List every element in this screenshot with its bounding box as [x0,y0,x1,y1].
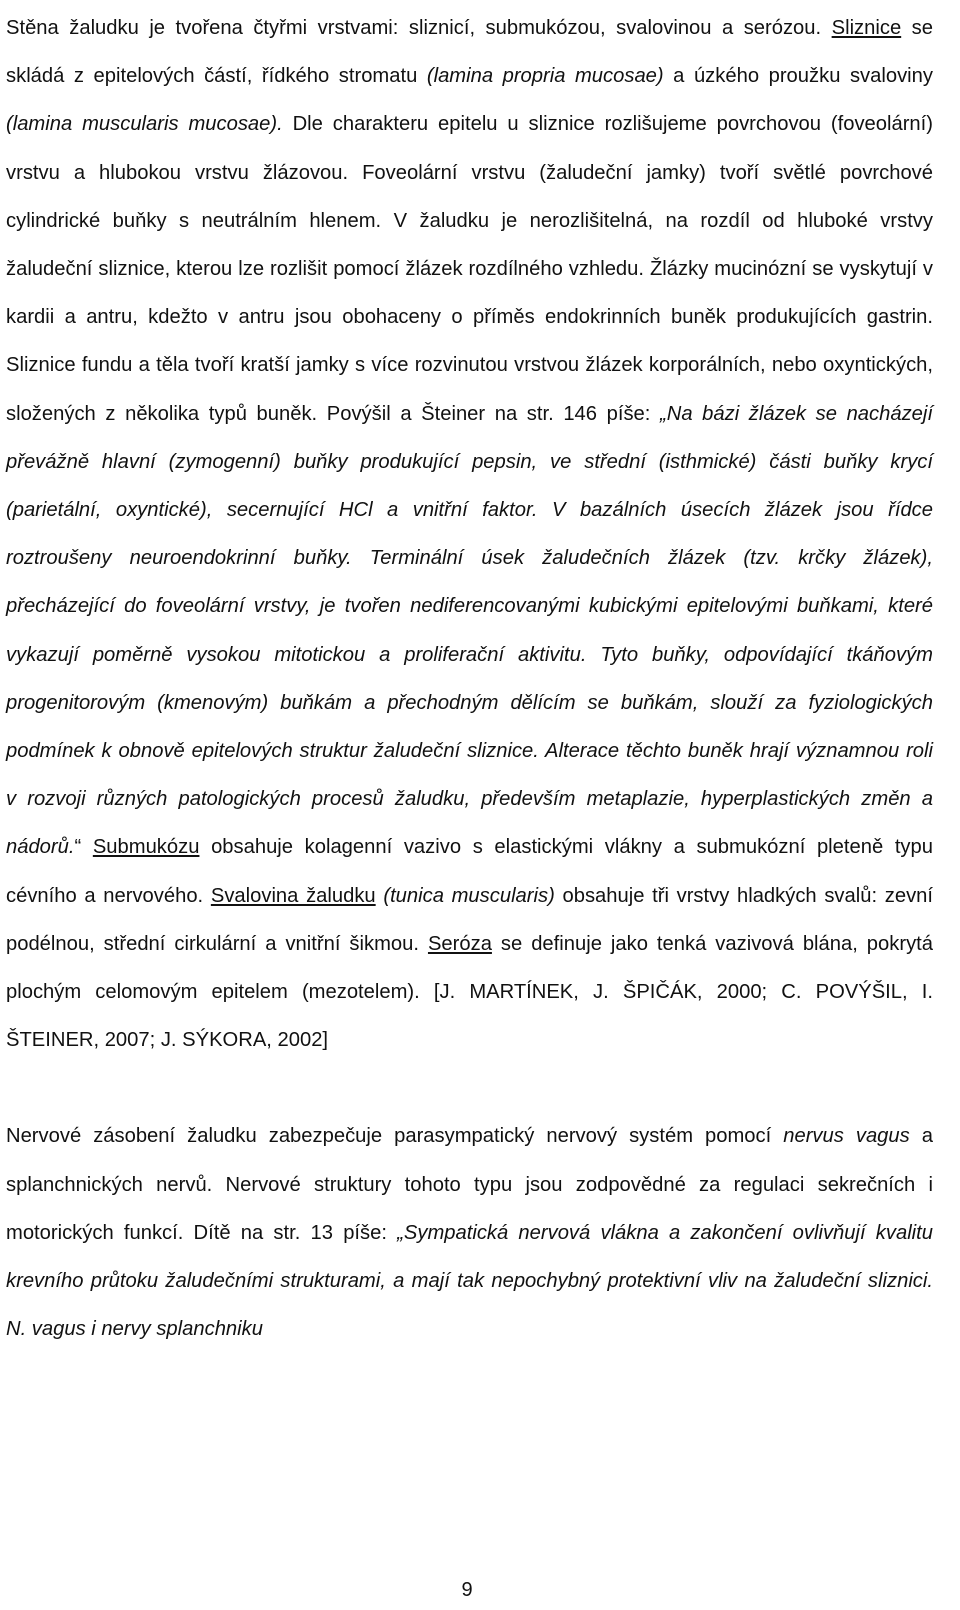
text-run: obsahuje tři vrstvy hladkých svalů: zevní podélnou, střední cirkulární a vnitřní šikmou. [6,884,933,955]
term-sliznice: Sliznice [831,17,902,39]
paragraph-stomach-wall [6,4,933,1064]
text-run: a úzkého proužku svaloviny [663,65,933,88]
term-seroza: Seróza [427,932,492,955]
text-run: se skládá z epitelových částí, řídkého stromatu [6,17,933,88]
page-number: 9 [461,1579,473,1601]
text-run: Dle charakteru epitelu u sliznice rozlišujeme povrchovou (foveolární) vrstvu a hlubokou vrstvu žlázovou. Foveolární vrstvu (žaludeční jamky) tvoří světlé povrchové cylindrické buňky s neutrálním hlenem. V žaludku je nerozlišitelná, na rozdíl od hluboké vrstvy žaludeční sliznice, kterou lze rozlišit pomocí žlázek rozdílného vzhledu. Žlázky mucinózní se vyskytují v kardii a antru, kdežto v antru jsou obohaceny o příměs endokrinních buněk produkujících gastrin. Sliznice fundu a těla tvoří kratší jamky s více rozvinutou vrstvou žlázek korporálních, nebo oxyntických, složených z několika typů buněk. Povýšil a Šteiner na str. 146 píše: [6,113,933,425]
text-run: a splanchnických nervů. Nervové struktury tohoto typu jsou zodpovědné za regulaci sekrečních i motorických funkcí. Dítě na str. 13 píše: [6,1125,933,1244]
text-run: Stěna žaludku je tvořena čtyřmi vrstvami: sliznicí, submukózou, svalovinou a serózou. [6,17,832,39]
text-run: “ [74,836,93,859]
term-lamina-muscularis: (lamina muscularis mucosae). [6,113,283,136]
text-run: se definuje jako tenká vazivová blána, pokrytá plochým celomovým epitelem (mezotelem). [J. MARTÍNEK, J. ŠPIČÁK, 2000; C. POVÝŠIL, I. ŠTEINER, 2007; J. SÝKORA, 2002] [6,932,933,1052]
term-submukoza: Submukózu [92,836,200,859]
text-run: Nervové zásobení žaludku zabezpečuje parasympatický nervový systém pomocí [6,1125,784,1148]
text-run: obsahuje kolagenní vazivo s elastickými vlákny a submukózní pleteně typu cévního a nervového. [6,836,933,907]
quote-dite: „Sympatická nervová vlákna a zakončení ovlivňují kvalitu krevního průtoku žaludečními strukturami, a mají tak nepochybný protektivní vliv na žaludeční sliznici. N. vagus i nervy splanchniku [6,1221,934,1341]
term-tunica-muscularis: (tunica muscularis) [383,884,555,907]
term-lamina-propria: (lamina propria mucosae) [426,65,664,88]
paragraph-nerve-supply [6,1112,933,1353]
quote-povysil: „Na bázi žlázek se nacházejí převážně hlavní (zymogenní) buňky produkující pepsin, ve střední (isthmické) části buňky krycí (parietální, oxyntické), secernující HCl a vnitřní faktor. V bazálních úsecích žlázek jsou řídce roztroušeny neuroendokrinní buňky. Terminální úsek žaludečních žlázek (tzv. krčky žlázek), přecházející do foveolární vrstvy, je tvořen nediferencovanými kubickými epitelovými buňkami, které vykazují poměrně vysokou mitotickou a proliferační aktivitu. Tyto buňky, odpovídající tkáňovým progenitorovým (kmenovým) buňkám a přechodným dělícím se buňkám, slouží za fyziologických podmínek k obnově epitelových struktur žaludeční sliznice. Alterace těchto buněk hrají významnou roli v rozvoji různých patologických procesů žaludku, především metaplazie, hyperplastických změn a nádorů. [6,402,933,859]
term-svalovina: Svalovina žaludku [210,884,376,907]
term-nervus-vagus: nervus vagus [783,1125,910,1148]
